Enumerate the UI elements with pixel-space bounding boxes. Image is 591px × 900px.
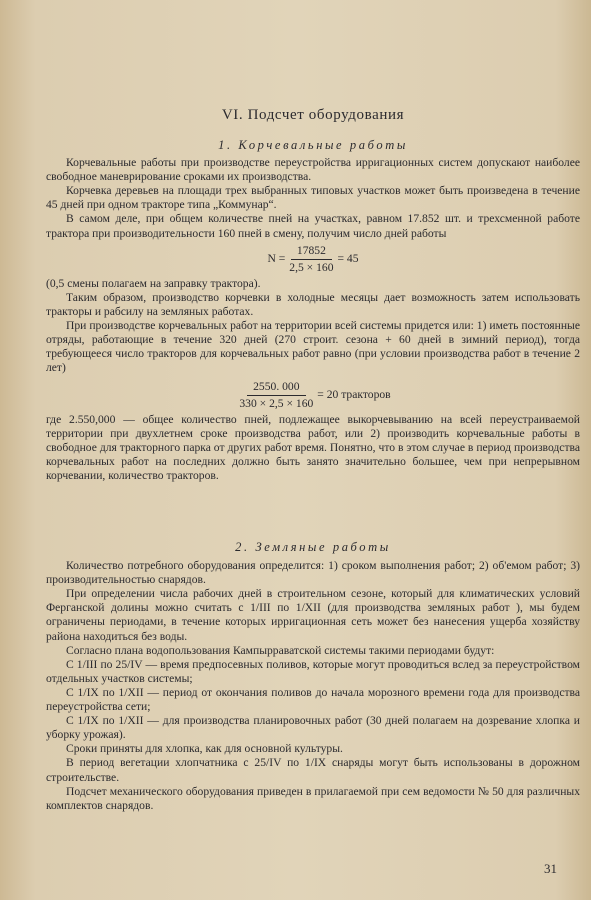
fraction-numerator: 17852 (291, 244, 332, 260)
paragraph: Сроки приняты для хлопка, как для основной культуры. (66, 742, 343, 756)
formula-days (46, 244, 580, 275)
section-zemlyanye (46, 540, 580, 813)
paragraph: Таким образом, производство корчевки в холодные месяцы дает возможность затем использовать тракторы и рабсилу на земляных работах. (46, 290, 580, 319)
fraction-denominator: 330 × 2,5 × 160 (239, 396, 314, 410)
paragraph: Корчевальные работы при производстве переустройства ирригационных систем допускают наиболее свободное маневрирование сроками их производства. (46, 156, 580, 184)
page-number: 31 (544, 860, 557, 876)
paragraph: С 1/III по 25/IV — время предпосевных поливов, которые могут проводиться вслед за переустройством отдельных участков системы; (46, 657, 580, 685)
paragraph: При производстве корчевальных работ на территории всей системы придется или: 1) иметь постоянные отряды, работающие в течение 320 дней (270 строит. сезона + 60 дней в зимний период), тогда требующееся число тракторов для корчевальных работ равно (при условии производства работ в течение 2 лет) (46, 319, 580, 375)
paragraph: (0,5 смены полагаем на заправку трактора). (46, 276, 261, 290)
paragraph: Количество потребного оборудования определится: 1) сроком выполнения работ; 2) об'емом работ; 3) производительностью снарядов. (46, 559, 580, 587)
paragraph: В период вегетации хлопчатника с 25/IV по 1/IX снаряды могут быть использованы в дорожном строительстве. (46, 756, 580, 784)
section-title: VI. Подсчет оборудования (221, 107, 405, 123)
paragraph: Подсчет механического оборудования приведен в прилагаемой при сем ведомости № 50 для различных комплектов снарядов. (46, 784, 580, 812)
paragraph: С 1/IX по 1/XII — для производства планировочных работ (30 дней полагаем на дозревание хлопка и уборку урожая). (46, 714, 580, 742)
fraction-numerator: 2550. 000 (247, 380, 305, 396)
paragraph: Корчевка деревьев на площади трех выбранных типовых участков может быть произведена в течение 45 дней при одном тракторе типа „Коммунар“. (46, 184, 580, 212)
formula-rhs: = 20 тракторов (317, 388, 391, 402)
paragraph: где 2.550,000 — общее количество пней, подлежащее выкорчевыванию на всей переустраиваемой территории при двухлетнем сроке производства работ, или 2) производить корчевальные работы в свободное для тракторного парка от других работ время. Понятно, что в этом случае в период производства корчевальных работ на последних должно быть занято значительно большее, чем при непрерывном корчевании, количество тракторов. (46, 412, 580, 483)
fraction (289, 244, 333, 275)
formula-tractors (46, 380, 580, 411)
subsection-title-zemlyanye: 2. Земляные работы (235, 540, 391, 554)
formula-lhs: N = (267, 252, 286, 266)
paragraph: С 1/IX по 1/XII — период от окончания поливов до начала морозного времени года для производства переустройства сети; (46, 685, 580, 714)
paragraph: В самом деле, при общем количестве пней на участках, равном 17.852 шт. и трехсменной работе трактора при производительности 160 пней в смену, получим число дней работы (46, 212, 580, 240)
paragraph: Согласно плана водопользования Кампырраватской системы такими периодами будут: (66, 643, 495, 657)
fraction-denominator: 2,5 × 160 (289, 260, 334, 274)
formula-rhs: = 45 (337, 252, 359, 266)
subsection-title-corchevka: 1. Корчевальные работы (218, 138, 408, 152)
fraction (239, 380, 313, 411)
paragraph: При определении числа рабочих дней в строительном сезоне, который для климатических условий Ферганской долины можно считать с 1/III по 1/XII (для производства земляных работ ), мы будем ограничены периодами, в течение которых ирригационная сеть может без нанесения ущерба хозяйству района находиться без воды. (46, 587, 580, 643)
section-corchevka (46, 138, 580, 483)
